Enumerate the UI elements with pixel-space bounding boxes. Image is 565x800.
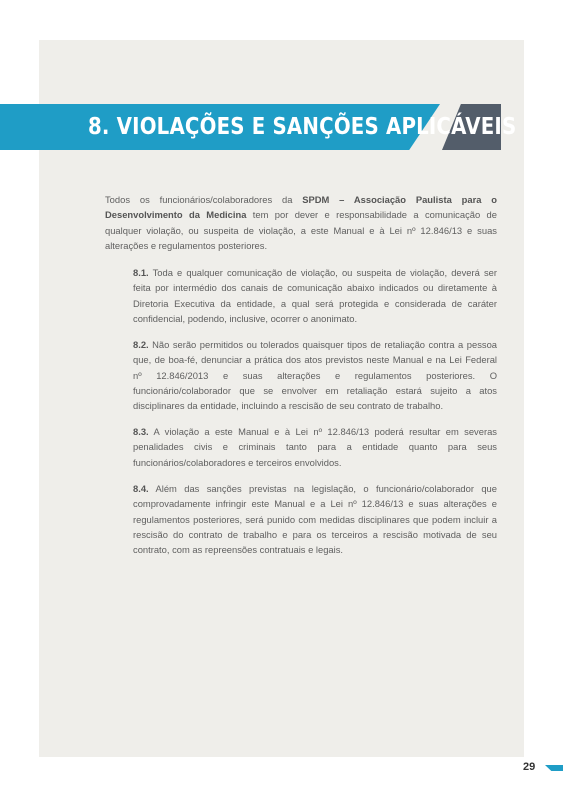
subsection-8-4: [133, 481, 497, 557]
subsection-number: 8.4.: [133, 483, 149, 494]
subsection-text: Não serão permitidos ou tolerados quaisquer tipos de retaliação contra a pessoa que, de boa-fé, denunciar a prática dos atos previstos neste Manual e na Lei Federal nº 12.846/2013 e suas alterações e regulamentos posteriores. O funcionário/colaborador que se envolver em retaliação estará sujeito a atos disciplinares da entidade, incluindo a rescisão de seu contrato de trabalho.: [133, 339, 497, 412]
subsection-8-3: [133, 424, 497, 470]
subsection-number: 8.1.: [133, 267, 149, 278]
subsection-8-1: [133, 265, 497, 326]
page-number-tab-icon: [545, 765, 563, 771]
subsection-text: A violação a este Manual e à Lei nº 12.846/13 poderá resultar em severas penalidades civis e criminais tanto para a entidade quanto para seus funcionários/colaboradores e terceiros envolvidos.: [133, 426, 497, 468]
intro-paragraph: [105, 192, 497, 253]
page-number: 29: [523, 761, 536, 773]
subsection-number: 8.3.: [133, 426, 149, 437]
subsection-number: 8.2.: [133, 339, 149, 350]
section-title: 8. VIOLAÇÕES E SANÇÕES APLICÁVEIS: [88, 114, 517, 140]
subsection-text: Além das sanções previstas na legislação, o funcionário/colaborador que comprovadamente infringir este Manual e a Lei nº 12.846/13 e suas alterações e regulamentos posteriores, será punido com medidas disciplinares que podem incluir a rescisão do contrato de trabalho e para os terceiros a rescisão motivada de seu contrato, com as repreensões contratuais e legais.: [133, 483, 497, 556]
subsection-text: Toda e qualquer comunicação de violação, ou suspeita de violação, deverá ser feita por intermédio dos canais de comunicação abaixo indicados ou diretamente à Diretoria Executiva da entidade, a qual será protegida e considerada de caráter confidencial, podendo, inclusive, ocorrer o anonimato.: [133, 267, 497, 324]
intro-text-after: tem por dever e responsabilidade a comunicação de qualquer violação, ou suspeita de violação, a este Manual e à Lei nº 12.846/13 e suas alterações e regulamentos posteriores.: [105, 209, 497, 251]
organization-name: SPDM – Associação Paulista para o Desenvolvimento da Medicina: [105, 194, 497, 221]
intro-text-before: Todos os funcionários/colaboradores da: [105, 194, 303, 205]
subsection-8-2: [133, 337, 497, 413]
